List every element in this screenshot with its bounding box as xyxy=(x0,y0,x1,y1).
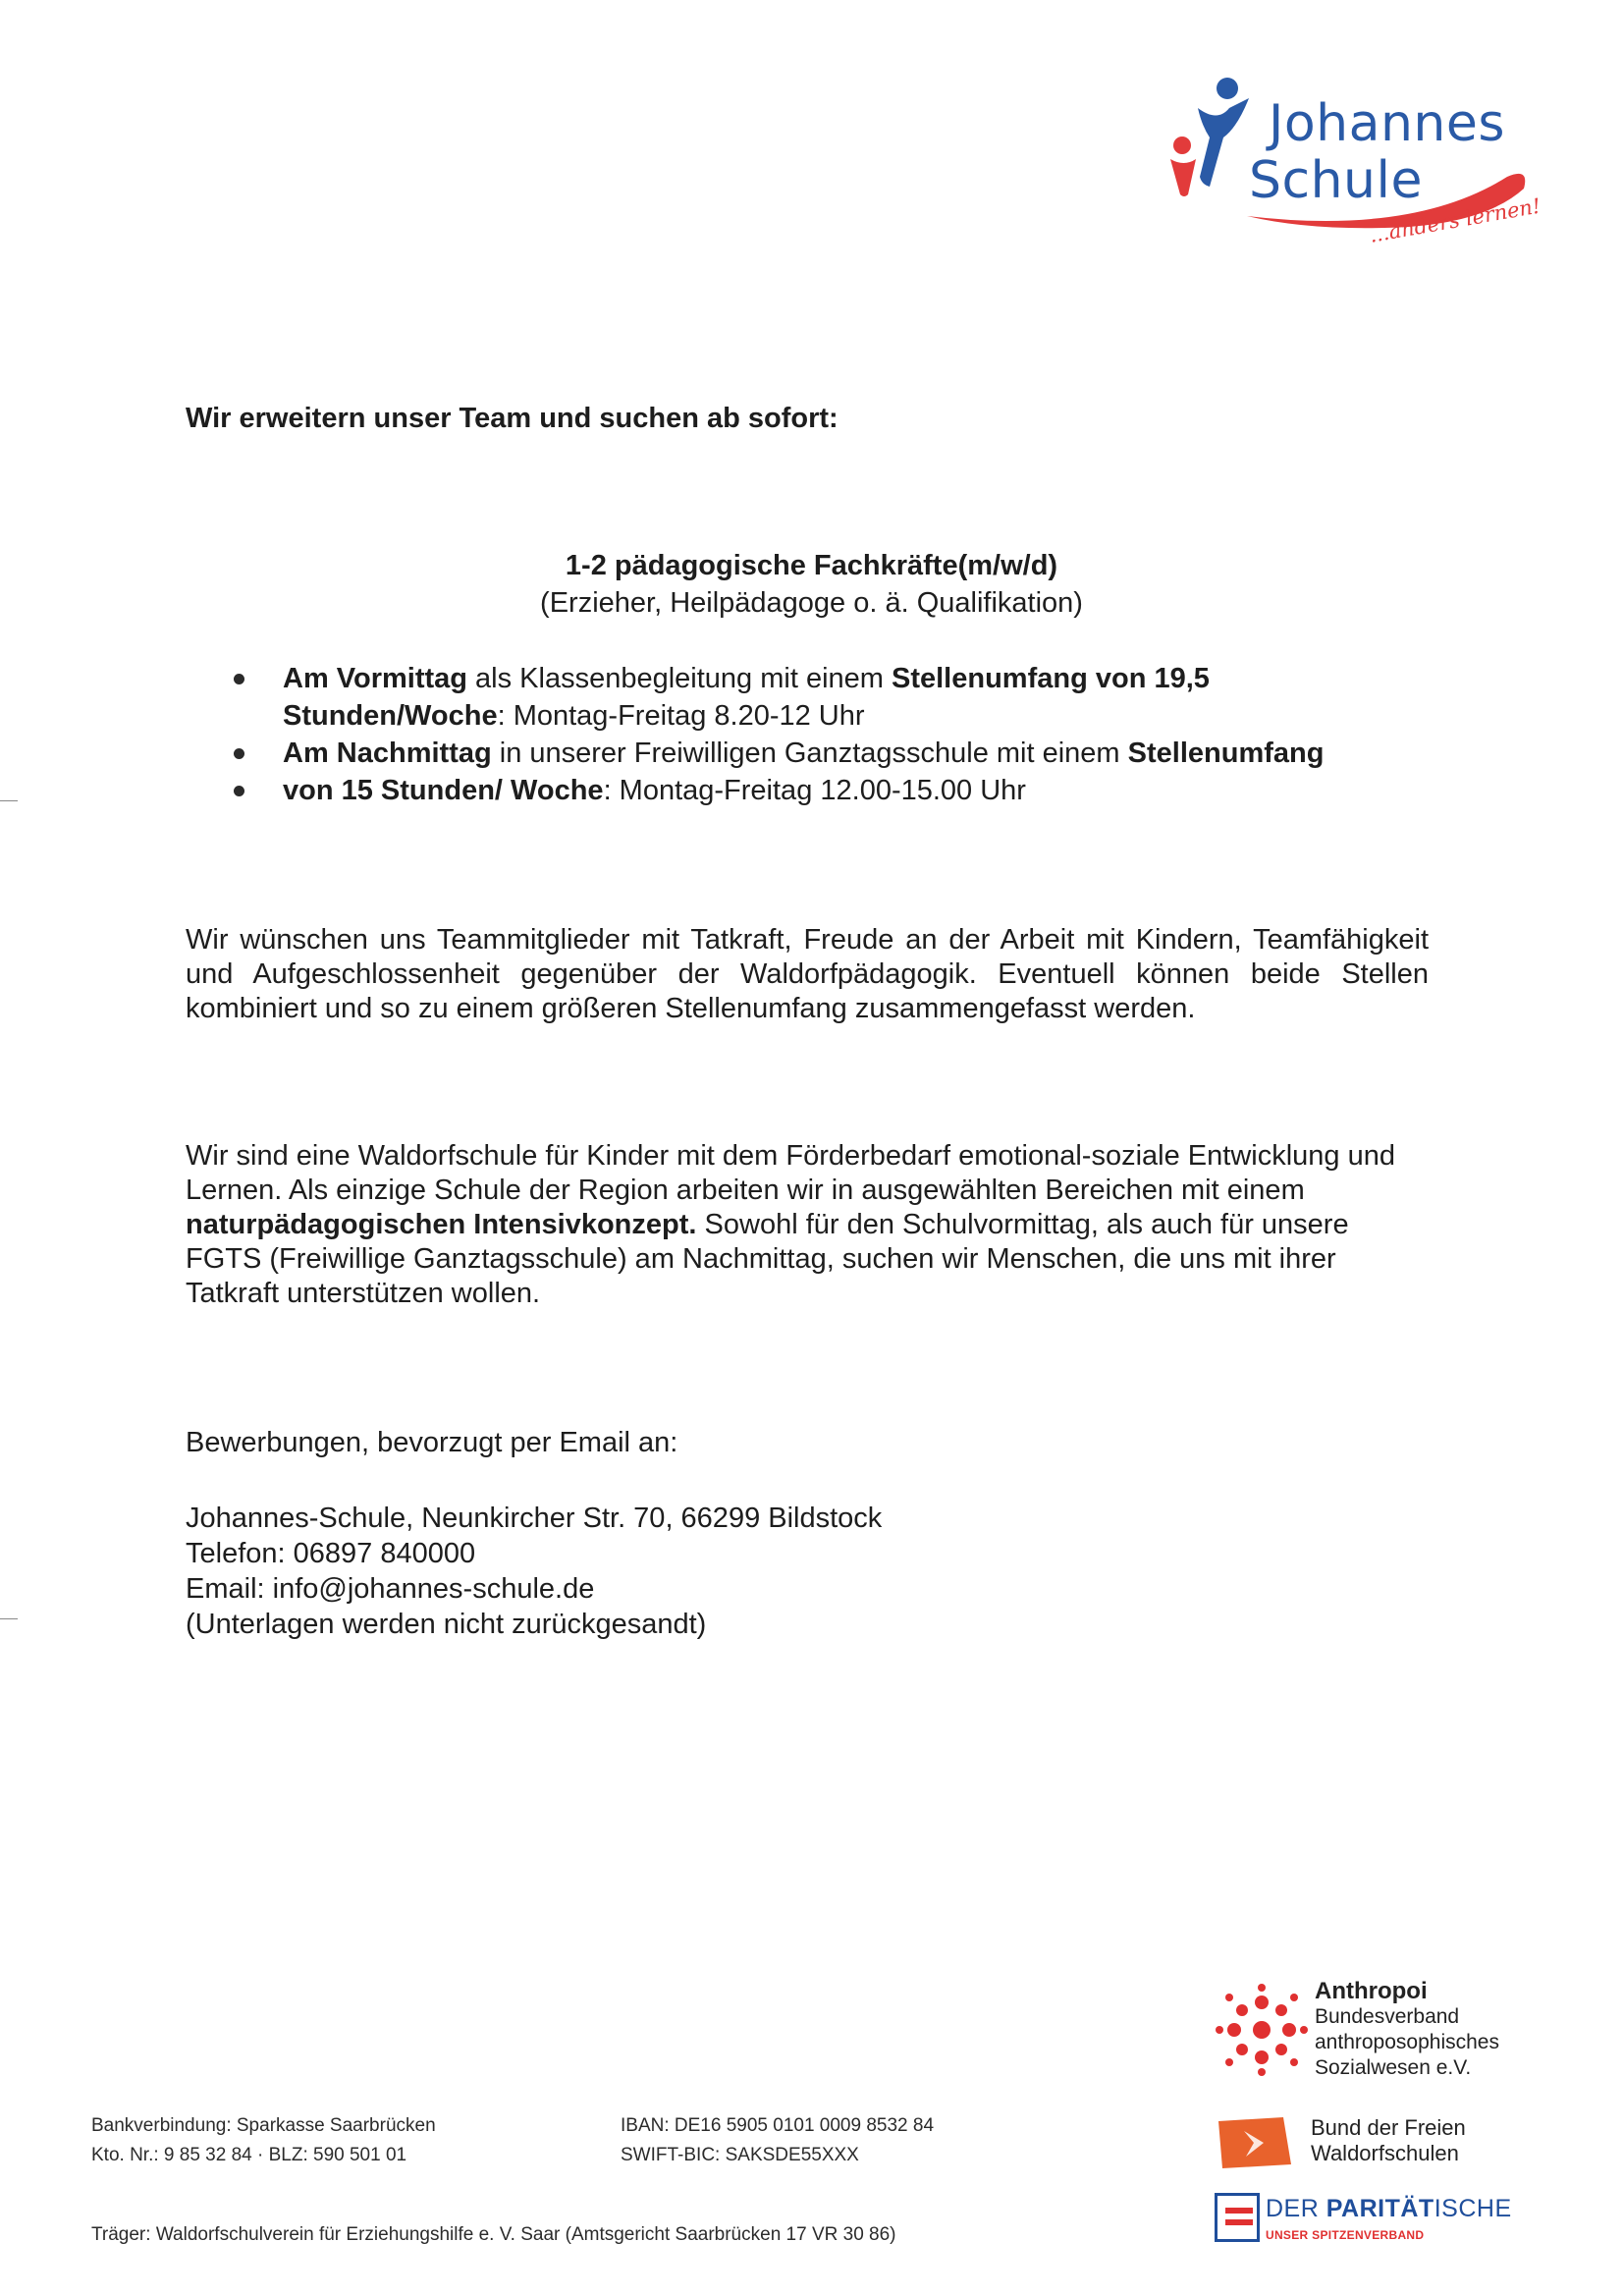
contact-email[interactable]: Email: info@johannes-schule.de xyxy=(186,1573,595,1605)
footer-bank xyxy=(91,2111,436,2170)
waldorf-federation-line1: Bund der Freien xyxy=(1311,2115,1466,2140)
footer-bank-name: Bankverbindung: Sparkasse Saarbrücken xyxy=(91,2115,436,2136)
footer-iban: IBAN: DE16 5905 0101 0009 8532 84 xyxy=(621,2115,935,2136)
waldorf-federation-line2: Waldorfschulen xyxy=(1311,2141,1459,2165)
margin-mark xyxy=(0,800,18,801)
position-title: 1-2 pädagogische Fachkräfte(m/w/d) xyxy=(565,550,1058,581)
bullet-afternoon-scope: Stellenumfang xyxy=(1127,738,1325,769)
application-heading: Bewerbungen, bevorzugt per Email an: xyxy=(186,1427,678,1458)
position-subtitle: (Erzieher, Heilpädagoge o. ä. Qualifikation) xyxy=(540,587,1083,619)
bullet-morning-hours: Stunden/Woche xyxy=(283,700,498,732)
footer-traeger: Träger: Waldorfschulverein für Erziehungshilfe e. V. Saar (Amtsgericht Saarbrücken 17 VR 30 86) xyxy=(91,2224,896,2245)
bullet-dot-icon xyxy=(234,674,244,684)
about-concept: naturpädagogischen Intensivkonzept. xyxy=(186,1209,697,1240)
logo-slogan: ...anders lernen! xyxy=(1367,193,1542,247)
anthropoi-name: Anthropoi xyxy=(1315,1978,1428,2004)
margin-mark xyxy=(0,1618,18,1619)
about-text-2: Sowohl für den Schulvormittag, als auch für unsere FGTS (Freiwillige Ganztagsschule) am Nachmittag, suchen wir Menschen, die uns mit ihrer Tatkraft unterstützen wollen. xyxy=(186,1209,1349,1309)
paragraph-wishes: Wir wünschen uns Teammitglieder mit Tatkraft, Freude an der Arbeit mit Kindern, Teamfähigkeit und Aufgeschlossenheit gegenüber der Waldorfpädagogik. Eventuell können beide Stellen kombiniert und so zu einem größeren Stellenumfang zusammengefasst werden. xyxy=(186,924,1429,1024)
school-logo xyxy=(1159,69,1551,275)
waldorf-federation-logo xyxy=(1215,2111,1568,2180)
waldorf-federation-emblem-icon xyxy=(1215,2115,1295,2170)
bullet-afternoon-label: Am Nachmittag xyxy=(283,738,492,769)
bullet-afternoon xyxy=(234,735,1451,772)
position-bullets xyxy=(234,660,1451,809)
footer-iban-block xyxy=(621,2111,934,2170)
paragraph-about-school xyxy=(186,1139,1429,1311)
bullet-dot-icon xyxy=(234,786,244,796)
paritaetische-logo xyxy=(1215,2193,1597,2252)
paritaetische-emblem-icon xyxy=(1215,2193,1260,2242)
anthropoi-line2: Bundesverband xyxy=(1315,2005,1460,2028)
contact-note: (Unterlagen werden nicht zurückgesandt) xyxy=(186,1609,707,1640)
intro-heading: Wir erweitern unser Team und suchen ab sofort: xyxy=(186,403,839,434)
bullet-afternoon-hours xyxy=(234,772,1451,809)
bullet-dot-icon xyxy=(234,748,244,759)
waldorf-federation-text xyxy=(1311,2115,1466,2166)
anthropoi-logo xyxy=(1215,1979,1568,2097)
bullet-morning-text: als Klassenbegleitung mit einem xyxy=(466,663,892,694)
paritaetische-tagline: UNSER SPITZENVERBAND xyxy=(1266,2228,1425,2242)
bullet-morning-label: Am Vormittag xyxy=(283,663,467,694)
footer-swift: SWIFT-BIC: SAKSDE55XXX xyxy=(621,2145,859,2165)
anthropoi-text xyxy=(1315,1979,1499,2081)
bullet-morning xyxy=(234,660,1451,735)
logo-word-johannes: Johannes xyxy=(1269,94,1505,153)
bullet-afternoon-hours-label: von 15 Stunden/ Woche xyxy=(283,775,604,806)
contact-address: Johannes-Schule, Neunkircher Str. 70, 66299 Bildstock xyxy=(186,1503,883,1534)
bullet-afternoon-text: in unserer Freiwilligen Ganztagsschule mit einem xyxy=(491,738,1128,769)
anthropoi-sun-icon xyxy=(1215,1983,1309,2077)
paritaetische-name: DER PARITÄTISCHE xyxy=(1266,2195,1512,2222)
contact-phone: Telefon: 06897 840000 xyxy=(186,1538,476,1569)
logo-word-schule: Schule xyxy=(1249,151,1423,210)
contact-block xyxy=(186,1501,882,1642)
about-text-1: Wir sind eine Waldorfschule für Kinder mit dem Förderbedarf emotional-soziale Entwicklung und Lernen. Als einzige Schule der Region arbeiten wir in ausgewählten Bereichen mit einem xyxy=(186,1140,1395,1206)
anthropoi-line4: Sozialwesen e.V. xyxy=(1315,2056,1472,2079)
logo-swoosh-icon xyxy=(1159,69,1551,275)
bullet-afternoon-schedule: : Montag-Freitag 12.00-15.00 Uhr xyxy=(603,775,1026,806)
footer-bank-account: Kto. Nr.: 9 85 32 84 · BLZ: 590 501 01 xyxy=(91,2145,407,2165)
bullet-morning-schedule: : Montag-Freitag 8.20-12 Uhr xyxy=(497,700,865,732)
bullet-morning-scope: Stellenumfang von 19,5 xyxy=(892,663,1210,694)
anthropoi-line3: anthroposophisches xyxy=(1315,2031,1499,2053)
